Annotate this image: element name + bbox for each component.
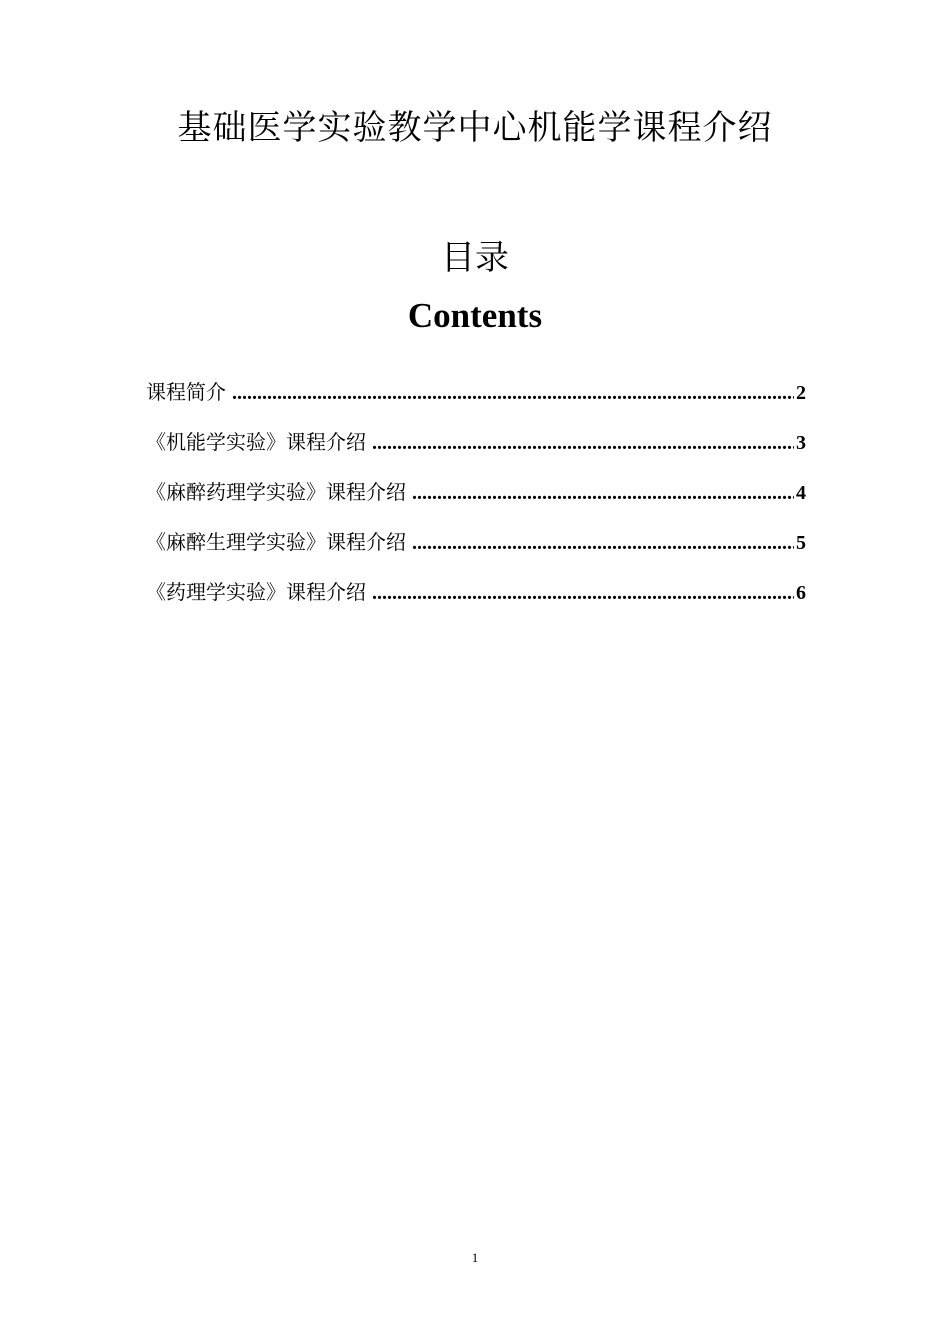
toc-entry-label: 《麻醉药理学实验》课程介绍 bbox=[146, 480, 406, 504]
toc-entry-label: 《麻醉生理学实验》课程介绍 bbox=[146, 530, 406, 554]
toc-entry-label: 《机能学实验》课程介绍 bbox=[146, 430, 366, 454]
toc-entry-page: 4 bbox=[796, 482, 806, 504]
toc-entry-page: 6 bbox=[796, 582, 806, 604]
page-number: 1 bbox=[471, 1250, 479, 1265]
toc-dot-leader bbox=[232, 376, 794, 410]
table-of-contents bbox=[146, 375, 806, 625]
toc-entry-page: 2 bbox=[796, 382, 806, 404]
toc-dot-leader bbox=[372, 426, 794, 460]
toc-entry-pharmacology[interactable] bbox=[146, 575, 806, 625]
toc-heading-chinese: 目录 bbox=[441, 238, 509, 278]
toc-dot-leader bbox=[372, 576, 794, 610]
toc-entry-functional-experiment[interactable] bbox=[146, 425, 806, 475]
toc-dot-leader bbox=[412, 476, 794, 510]
toc-entry-intro[interactable] bbox=[146, 375, 806, 425]
toc-entry-label: 课程简介 bbox=[146, 380, 226, 404]
toc-heading-english: Contents bbox=[407, 296, 543, 335]
toc-entry-page: 3 bbox=[796, 432, 806, 454]
document-title: 基础医学实验教学中心机能学课程介绍 bbox=[177, 108, 773, 148]
toc-dot-leader bbox=[412, 526, 794, 560]
toc-entry-anesthesia-pharmacology[interactable] bbox=[146, 475, 806, 525]
toc-entry-label: 《药理学实验》课程介绍 bbox=[146, 580, 366, 604]
toc-entry-anesthesia-physiology[interactable] bbox=[146, 525, 806, 575]
toc-entry-page: 5 bbox=[796, 532, 806, 554]
